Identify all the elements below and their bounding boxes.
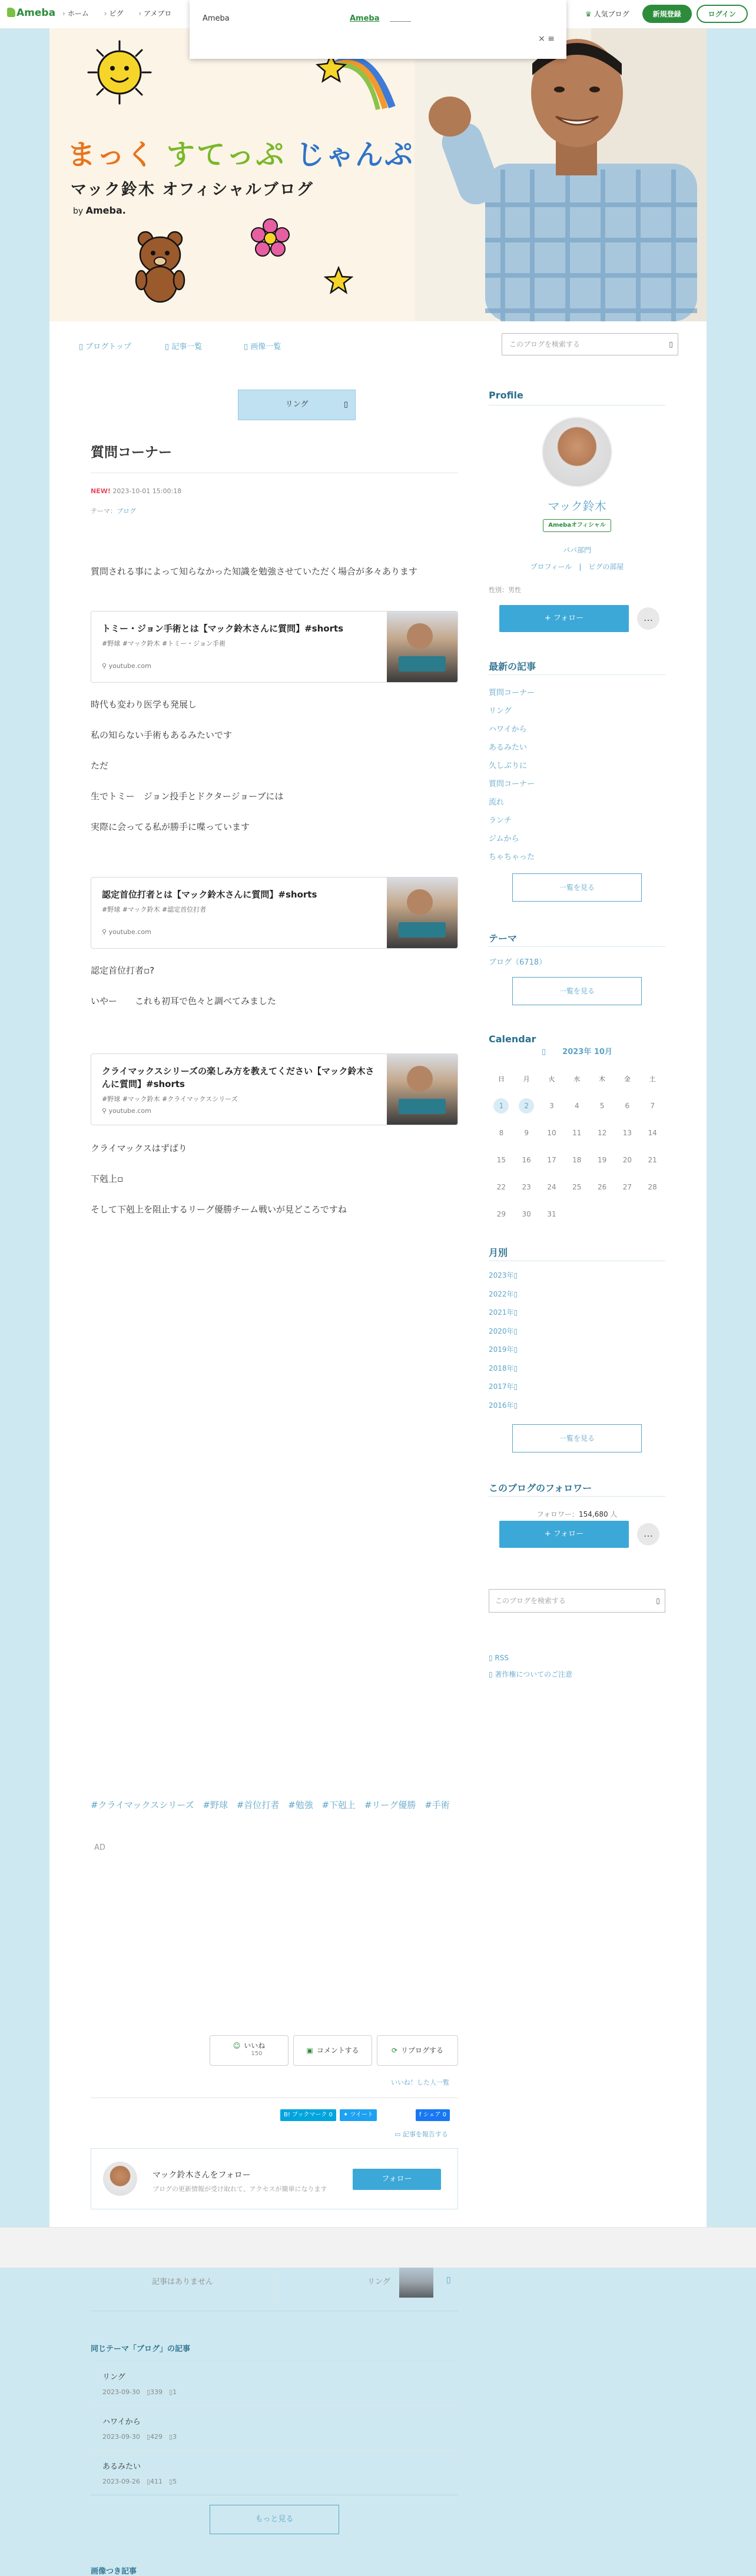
register-button[interactable]: 新規登録 <box>642 5 692 23</box>
blog-subtitle: マック鈴木 オフィシャルブログ <box>71 181 314 199</box>
recent-articles-heading: 最新の記事 <box>489 661 536 672</box>
recent-article-link[interactable]: 流れ <box>489 798 505 807</box>
card-url: ⚲ youtube.com <box>102 928 151 936</box>
calendar-day-label: 9 <box>524 1129 529 1137</box>
overlay-popup <box>190 0 566 59</box>
copyright-link[interactable]: ▯ 著作権についてのご注意 <box>489 1670 573 1678</box>
more-options-button[interactable]: … <box>637 607 659 630</box>
footer-strip <box>0 2227 756 2268</box>
comment-icon: ▯ <box>169 2433 173 2441</box>
calendar-day-label: 23 <box>522 1183 531 1191</box>
card-thumbnail <box>387 1054 457 1125</box>
calendar-day <box>564 1206 589 1222</box>
profile-heading: Profile <box>489 390 523 401</box>
related-article-meta: 2023-09-30 ▯339 ▯1 <box>102 2388 177 2396</box>
blog-header-image[interactable] <box>49 28 707 321</box>
calendar-day[interactable] <box>539 1125 565 1141</box>
calendar-day-label: 6 <box>625 1102 630 1110</box>
hashtag[interactable]: #野球 <box>203 1800 228 1810</box>
calendar-day[interactable] <box>489 1152 514 1168</box>
article-datetime: 2023-10-01 15:00:18 <box>112 487 182 495</box>
flower-illustration <box>250 218 291 259</box>
monthly-list-button[interactable]: 一覧を見る <box>512 1424 642 1452</box>
calendar-day-label: 7 <box>650 1102 655 1110</box>
recent-article-link[interactable]: 久しぶりに <box>489 762 528 770</box>
calendar-month: ▯ 2023年 10月 <box>542 1048 612 1056</box>
next-article-thumbnail[interactable] <box>399 2267 433 2298</box>
calendar-day[interactable] <box>589 1179 615 1195</box>
hashtag-list <box>91 1799 456 1811</box>
recent-article-link[interactable]: ジムから <box>489 835 519 843</box>
calendar-day[interactable] <box>564 1152 589 1168</box>
article-line: 私の知らない手術もあるみたいです <box>91 730 233 740</box>
calendar-day-label: 1 <box>493 1098 509 1114</box>
menu-icon: ≡ <box>548 34 555 44</box>
calendar-day-label: 28 <box>648 1183 657 1191</box>
global-header-actions <box>585 5 748 23</box>
blog-title: まっく すてっぷ じゃんぷ <box>67 138 414 171</box>
calendar-day-label: 16 <box>522 1156 531 1164</box>
calendar-heading: Calendar <box>489 1033 536 1045</box>
article-line: クライマックスはずばり <box>91 1143 187 1154</box>
calendar-day[interactable] <box>489 1206 514 1222</box>
profile-name[interactable]: マック鈴木 <box>548 499 606 513</box>
calendar-grid <box>489 1065 665 1228</box>
calendar-day[interactable] <box>615 1125 640 1141</box>
calendar-day-label: 5 <box>599 1102 605 1110</box>
year-label: 2020年 <box>489 1327 514 1335</box>
calendar-day-label: 2 <box>519 1098 534 1114</box>
calendar-weekday: 火 <box>548 1075 555 1083</box>
blog-search-input[interactable]: このブログを検索する ▯ <box>502 333 678 355</box>
calendar-weekday-row <box>489 1065 665 1092</box>
year-label: 2018年 <box>489 1364 514 1372</box>
calendar-day-label: 22 <box>496 1183 506 1191</box>
calendar-day[interactable] <box>539 1179 565 1195</box>
calendar-day-label: 30 <box>522 1210 531 1218</box>
calendar-day[interactable] <box>489 1179 514 1195</box>
calendar-day[interactable] <box>615 1098 640 1114</box>
calendar-weekday: 水 <box>573 1075 581 1083</box>
calendar-day[interactable] <box>640 1179 665 1195</box>
calendar-day[interactable] <box>640 1152 665 1168</box>
calendar-day-label <box>569 1206 585 1222</box>
year-label: 2017年 <box>489 1382 514 1391</box>
expand-icon: ▯ <box>513 1327 518 1335</box>
calendar-week-row <box>489 1201 665 1228</box>
reblog-icon: ⟳ <box>391 2046 398 2055</box>
article-line: ただ <box>91 760 109 771</box>
broken-image-icon: ▫? <box>144 965 155 976</box>
comment-icon: ▯ <box>169 2478 173 2485</box>
divider <box>489 946 665 947</box>
nav-image-list[interactable]: ▯ 画像一覧 <box>244 343 281 351</box>
liked-users-link[interactable]: いいね！した人一覧 <box>391 2079 449 2086</box>
nav-blog-top[interactable]: ▯ ブログトップ <box>79 343 131 351</box>
login-button[interactable]: ログイン <box>697 5 748 23</box>
divider <box>91 2360 458 2361</box>
related-article-item[interactable] <box>91 2451 458 2495</box>
calendar-day-label: 25 <box>572 1183 582 1191</box>
calendar-day-label: 3 <box>549 1102 554 1110</box>
heart-icon: ▯ <box>146 2478 150 2485</box>
article-meta <box>91 487 181 495</box>
calendar-day-label: 17 <box>547 1156 556 1164</box>
article-theme: テーマ：ブログ <box>91 507 136 515</box>
monthly-archive-link[interactable] <box>489 1363 518 1382</box>
facebook-icon: f <box>419 2112 423 2118</box>
calendar-day-label: 26 <box>597 1183 607 1191</box>
heart-icon: ▯ <box>146 2388 150 2396</box>
prev-article-empty: 記事はありません <box>151 2278 213 2286</box>
year-label: 2016年 <box>489 1401 514 1410</box>
more-options-button[interactable]: … <box>637 1523 659 1545</box>
global-nav-pigg[interactable]: › ピグ <box>104 9 124 18</box>
heart-icon: ▯ <box>146 2433 150 2441</box>
monthly-archive-link[interactable] <box>489 1344 518 1363</box>
monthly-archive-link[interactable] <box>489 1326 518 1345</box>
card-tags: #野球 #マック鈴木 #クライマックスシリーズ <box>102 1095 238 1103</box>
expand-icon: ▯ <box>513 1308 518 1317</box>
search-icon[interactable]: ▯ <box>656 1597 660 1605</box>
calendar-day-label: 24 <box>547 1183 556 1191</box>
home-icon: ▯ <box>79 343 86 351</box>
monthly-heading: 月別 <box>489 1247 508 1258</box>
monthly-archive-link[interactable] <box>489 1400 518 1419</box>
calendar-day[interactable] <box>564 1125 589 1141</box>
theme-link[interactable]: ブログ（6718） <box>489 958 547 967</box>
hashtag[interactable]: #首位打者 <box>236 1800 280 1810</box>
follow-box <box>91 2148 458 2209</box>
calendar-day-label: 31 <box>547 1210 556 1218</box>
recent-article-link[interactable]: 質問コーナー <box>489 780 535 789</box>
list-icon: ▯ <box>165 343 172 351</box>
recent-article-link[interactable]: ランチ <box>489 816 512 825</box>
calendar-day[interactable] <box>589 1125 615 1141</box>
calendar-week-row <box>489 1119 665 1146</box>
hashtag[interactable]: #クライマックスシリーズ <box>91 1800 194 1810</box>
youtube-card[interactable] <box>91 611 458 683</box>
close-icon: × <box>538 34 545 44</box>
calendar-day[interactable] <box>539 1206 565 1222</box>
article-title: 質問コーナー <box>91 445 172 460</box>
recent-list-button[interactable]: 一覧を見る <box>512 873 642 902</box>
avatar[interactable] <box>103 2162 137 2196</box>
article-line: 時代も変わり医学も発展し <box>91 699 197 710</box>
card-tags: #野球 #マック鈴木 #トミー・ジョン手術 <box>102 640 226 647</box>
calendar-day <box>640 1206 665 1222</box>
related-article-meta: 2023-09-26 ▯411 ▯5 <box>102 2478 177 2485</box>
calendar-day[interactable] <box>615 1152 640 1168</box>
next-article-link[interactable]: リング <box>367 2278 390 2286</box>
blogger-photo <box>415 28 707 321</box>
calendar-day[interactable] <box>589 1152 615 1168</box>
global-nav <box>62 8 184 18</box>
hashtag[interactable]: #手術 <box>425 1800 450 1810</box>
calendar-day-label: 20 <box>622 1156 632 1164</box>
article-paragraph: 質問される事によって知らなかった知識を勉強させていただく場合が多々あります <box>91 566 418 577</box>
card-thumbnail <box>387 611 457 682</box>
new-badge: NEW! <box>91 487 111 495</box>
expand-icon: ▯ <box>513 1364 518 1372</box>
year-label: 2022年 <box>489 1289 514 1298</box>
card-title: 認定首位打者とは【マック鈴木さんに質問】#shorts <box>102 889 317 900</box>
calendar-day[interactable] <box>489 1098 514 1114</box>
facebook-share-button[interactable]: f シェア 0 <box>416 2109 450 2121</box>
search-icon[interactable]: ▯ <box>669 340 673 348</box>
calendar-day-label: 15 <box>496 1156 506 1164</box>
broken-image-icon: ▫ <box>117 1174 124 1184</box>
recent-article-link[interactable]: ちゃちゃった <box>489 853 535 862</box>
popup-close-button[interactable] <box>538 34 555 44</box>
nav-article-list[interactable]: ▯ 記事一覧 <box>165 343 203 351</box>
article-line: そして下剋上を阻止するリーグ優勝チーム戦いが見どころですね <box>91 1204 347 1215</box>
share-bar <box>280 2109 453 2121</box>
calendar-day[interactable] <box>539 1098 565 1114</box>
sidebar-search-input[interactable]: このブログを検索する ▯ <box>489 1589 665 1613</box>
calendar-day-label: 13 <box>622 1129 632 1137</box>
official-badge: Amebaオフィシャル <box>543 519 611 532</box>
followers-follow-button[interactable]: + フォロー <box>499 1521 629 1548</box>
follow-description: ブログの更新情報が受け取れて、アクセスが簡単になります <box>152 2185 327 2193</box>
report-link[interactable]: ▭ 記事を報告する <box>394 2130 448 2138</box>
profile-link[interactable]: プロフィール <box>530 563 572 571</box>
card-tags: #野球 #マック鈴木 #認定首位打者 <box>102 906 207 913</box>
calendar-day-label: 11 <box>572 1129 582 1137</box>
calendar-day-label: 10 <box>547 1129 556 1137</box>
global-nav-ameblo[interactable]: › アメブロ <box>138 9 171 18</box>
calendar-day[interactable] <box>564 1179 589 1195</box>
related-article-item[interactable] <box>91 2361 458 2406</box>
like-count: 150 <box>251 2050 263 2057</box>
popular-blog-link[interactable]: ♛ 人気ブログ <box>585 10 629 18</box>
calendar-weekday: 月 <box>523 1075 530 1083</box>
article-line: 実際に会ってる私が勝手に喋っています <box>91 822 250 832</box>
image-icon: ▯ <box>244 343 251 351</box>
popup-link[interactable]: Ameba <box>350 14 380 23</box>
recent-article-link[interactable]: 質問コーナー <box>489 689 535 697</box>
related-article-title: リング <box>102 2373 125 2382</box>
crown-icon: ♛ <box>585 10 592 18</box>
theme-list <box>489 956 546 974</box>
youtube-card[interactable] <box>91 1053 458 1125</box>
calendar-day-label: 12 <box>597 1129 607 1137</box>
ameba-logo[interactable]: Ameba <box>7 7 55 19</box>
theme-heading: テーマ <box>489 933 518 944</box>
chevron-right-icon[interactable]: ▯ <box>446 2275 451 2285</box>
twitter-icon: ✦ <box>343 2112 350 2118</box>
star-illustration <box>324 266 353 295</box>
calendar-weekday: 日 <box>498 1075 505 1083</box>
calendar-day-label: 19 <box>597 1156 607 1164</box>
sun-illustration <box>87 40 152 105</box>
calendar-day[interactable] <box>514 1179 539 1195</box>
monthly-archive-link[interactable] <box>489 1307 518 1326</box>
calendar-day[interactable] <box>640 1125 665 1141</box>
comment-icon: ▣ <box>306 2046 313 2055</box>
calendar-weekday: 木 <box>599 1075 606 1083</box>
card-title: トミー・ジョン手術とは【マック鈴木さんに質問】#shorts <box>102 623 344 634</box>
monthly-archive-link[interactable] <box>489 1289 518 1308</box>
follow-title: マック鈴木さんをフォロー <box>152 2171 251 2180</box>
calendar-day-label: 14 <box>648 1129 657 1137</box>
calendar-day[interactable] <box>539 1152 565 1168</box>
followers-heading: このブログのフォロワー <box>489 1483 592 1494</box>
calendar-day[interactable] <box>489 1125 514 1141</box>
rss-link[interactable]: ▯ RSS <box>489 1654 509 1662</box>
link-icon: ⚲ <box>102 662 109 670</box>
main-content <box>49 365 707 2576</box>
related-article-title: ハワイから <box>102 2418 141 2427</box>
recent-article-link[interactable]: あるみたい <box>489 743 528 752</box>
card-title: クライマックスシリーズの楽しみ方を教えてください【マック鈴木さんに質問】#shorts <box>102 1066 374 1089</box>
reblog-button[interactable]: ⟳ リブログする <box>377 2035 458 2066</box>
card-url: ⚲ youtube.com <box>102 662 151 670</box>
calendar-day <box>615 1206 640 1222</box>
card-url: ⚲ youtube.com <box>102 1107 151 1115</box>
year-label: 2019年 <box>489 1345 514 1354</box>
year-label: 2021年 <box>489 1308 514 1317</box>
link-icon: ⚲ <box>102 1107 109 1115</box>
bear-illustration <box>131 228 190 305</box>
chevron-left-icon[interactable]: ▯ <box>542 1048 546 1056</box>
expand-icon: ▯ <box>513 1382 518 1391</box>
monthly-archive-link[interactable] <box>489 1381 518 1400</box>
article-line: 生でトミー ジョン投手とドクタージョーブには <box>91 791 284 802</box>
calendar-week-row <box>489 1092 665 1119</box>
divider <box>489 674 665 675</box>
calendar-day-label: 27 <box>622 1183 632 1191</box>
expand-icon: ▯ <box>513 1345 518 1354</box>
chevron-right-icon: ▯ <box>343 400 348 409</box>
hashtag[interactable]: #下剋上 <box>321 1800 356 1810</box>
calendar-day[interactable] <box>615 1179 640 1195</box>
hashtag[interactable]: #リーグ優勝 <box>364 1800 416 1810</box>
calendar-weekday: 土 <box>649 1075 656 1083</box>
theme-list-button[interactable]: 一覧を見る <box>512 977 642 1005</box>
report-icon: ▭ <box>394 2130 403 2138</box>
blog-nav <box>49 321 707 365</box>
link-icon: ⚲ <box>102 928 109 936</box>
theme-link[interactable]: ブログ <box>117 507 136 515</box>
card-thumbnail <box>387 877 457 948</box>
sidebar-follow-button[interactable]: + フォロー <box>499 605 629 632</box>
monthly-archive-list <box>489 1270 518 1418</box>
info-icon: ▯ <box>489 1670 495 1678</box>
comment-button[interactable]: ▣ コメントする <box>293 2035 372 2066</box>
calendar-day-label <box>595 1206 610 1222</box>
more-button[interactable]: もっと見る <box>210 2505 339 2534</box>
image-posts-heading: 画像つき記事 <box>91 2567 137 2576</box>
related-article-title: あるみたい <box>102 2462 141 2471</box>
calendar-day-label <box>619 1206 635 1222</box>
expand-icon: ▯ <box>513 1401 518 1410</box>
calendar-week-row <box>489 1146 665 1174</box>
year-label: 2023年 <box>489 1271 514 1279</box>
calendar-day[interactable] <box>514 1152 539 1168</box>
divider <box>489 1496 665 1497</box>
expand-icon: ▯ <box>513 1289 518 1298</box>
recent-articles-list <box>489 686 535 869</box>
popup-divider <box>390 21 411 22</box>
calendar-day[interactable] <box>514 1206 539 1222</box>
profile-sex: 性別：男性 <box>489 586 521 594</box>
calendar-day[interactable] <box>589 1098 615 1114</box>
calendar-day-label: 4 <box>574 1102 579 1110</box>
article-line: 下剋上▫ <box>91 1174 124 1184</box>
calendar-day-label: 21 <box>648 1156 657 1164</box>
monthly-archive-link[interactable] <box>489 1270 518 1289</box>
calendar-week-row <box>489 1174 665 1201</box>
recent-article-link[interactable]: リング <box>489 707 512 716</box>
related-articles-heading: 同じテーマ「ブログ」の記事 <box>91 2345 191 2354</box>
recent-article-link[interactable]: ハワイから <box>489 725 527 734</box>
calendar-day-label: 29 <box>496 1210 506 1218</box>
prev-article-button[interactable]: リング ▯ <box>238 390 356 420</box>
comment-icon: ▯ <box>169 2388 173 2396</box>
calendar-day <box>589 1206 615 1222</box>
follower-count: フォロワー：154,680 人 <box>536 1510 618 1518</box>
calendar-day[interactable] <box>564 1098 589 1114</box>
profile-links: プロフィール | ピグの部屋 <box>530 563 624 571</box>
calendar-day-label: 8 <box>499 1129 504 1137</box>
hashtag[interactable]: #勉強 <box>288 1800 313 1810</box>
calendar-day[interactable] <box>640 1098 665 1114</box>
follow-button[interactable]: フォロー <box>353 2169 441 2190</box>
article-line: 認定首位打者▫? <box>91 965 155 976</box>
tweet-button[interactable]: ✦ ツイート <box>340 2109 377 2121</box>
pigg-room-link[interactable]: ピグの部屋 <box>588 563 624 571</box>
calendar-day[interactable] <box>514 1098 539 1114</box>
related-article-meta: 2023-09-30 ▯429 ▯3 <box>102 2433 177 2441</box>
profile-description: パパ部門 <box>562 546 591 554</box>
calendar-day[interactable] <box>514 1125 539 1141</box>
smile-icon: ☺ <box>233 2042 241 2050</box>
ad-label: AD <box>94 1843 105 1852</box>
like-button[interactable]: ☺ いいね 150 <box>210 2035 289 2066</box>
rss-icon: ▯ <box>489 1654 495 1662</box>
youtube-card[interactable] <box>91 877 458 949</box>
popup-label: Ameba <box>203 14 230 23</box>
article-line: いやー これも初耳で色々と調べてみました <box>91 996 277 1006</box>
ameba-logo-icon <box>7 8 15 17</box>
global-nav-home[interactable]: › ホーム <box>62 9 89 18</box>
related-article-item[interactable] <box>91 2406 458 2451</box>
expand-icon: ▯ <box>513 1271 518 1279</box>
hatena-bookmark-button[interactable]: B! ブックマーク 0 <box>280 2109 336 2121</box>
calendar-day-label: 18 <box>572 1156 582 1164</box>
profile-avatar[interactable] <box>542 417 612 487</box>
ameba-byline: by Ameba. <box>73 205 126 216</box>
calendar-day-label <box>645 1206 660 1222</box>
calendar-weekday: 金 <box>624 1075 631 1083</box>
